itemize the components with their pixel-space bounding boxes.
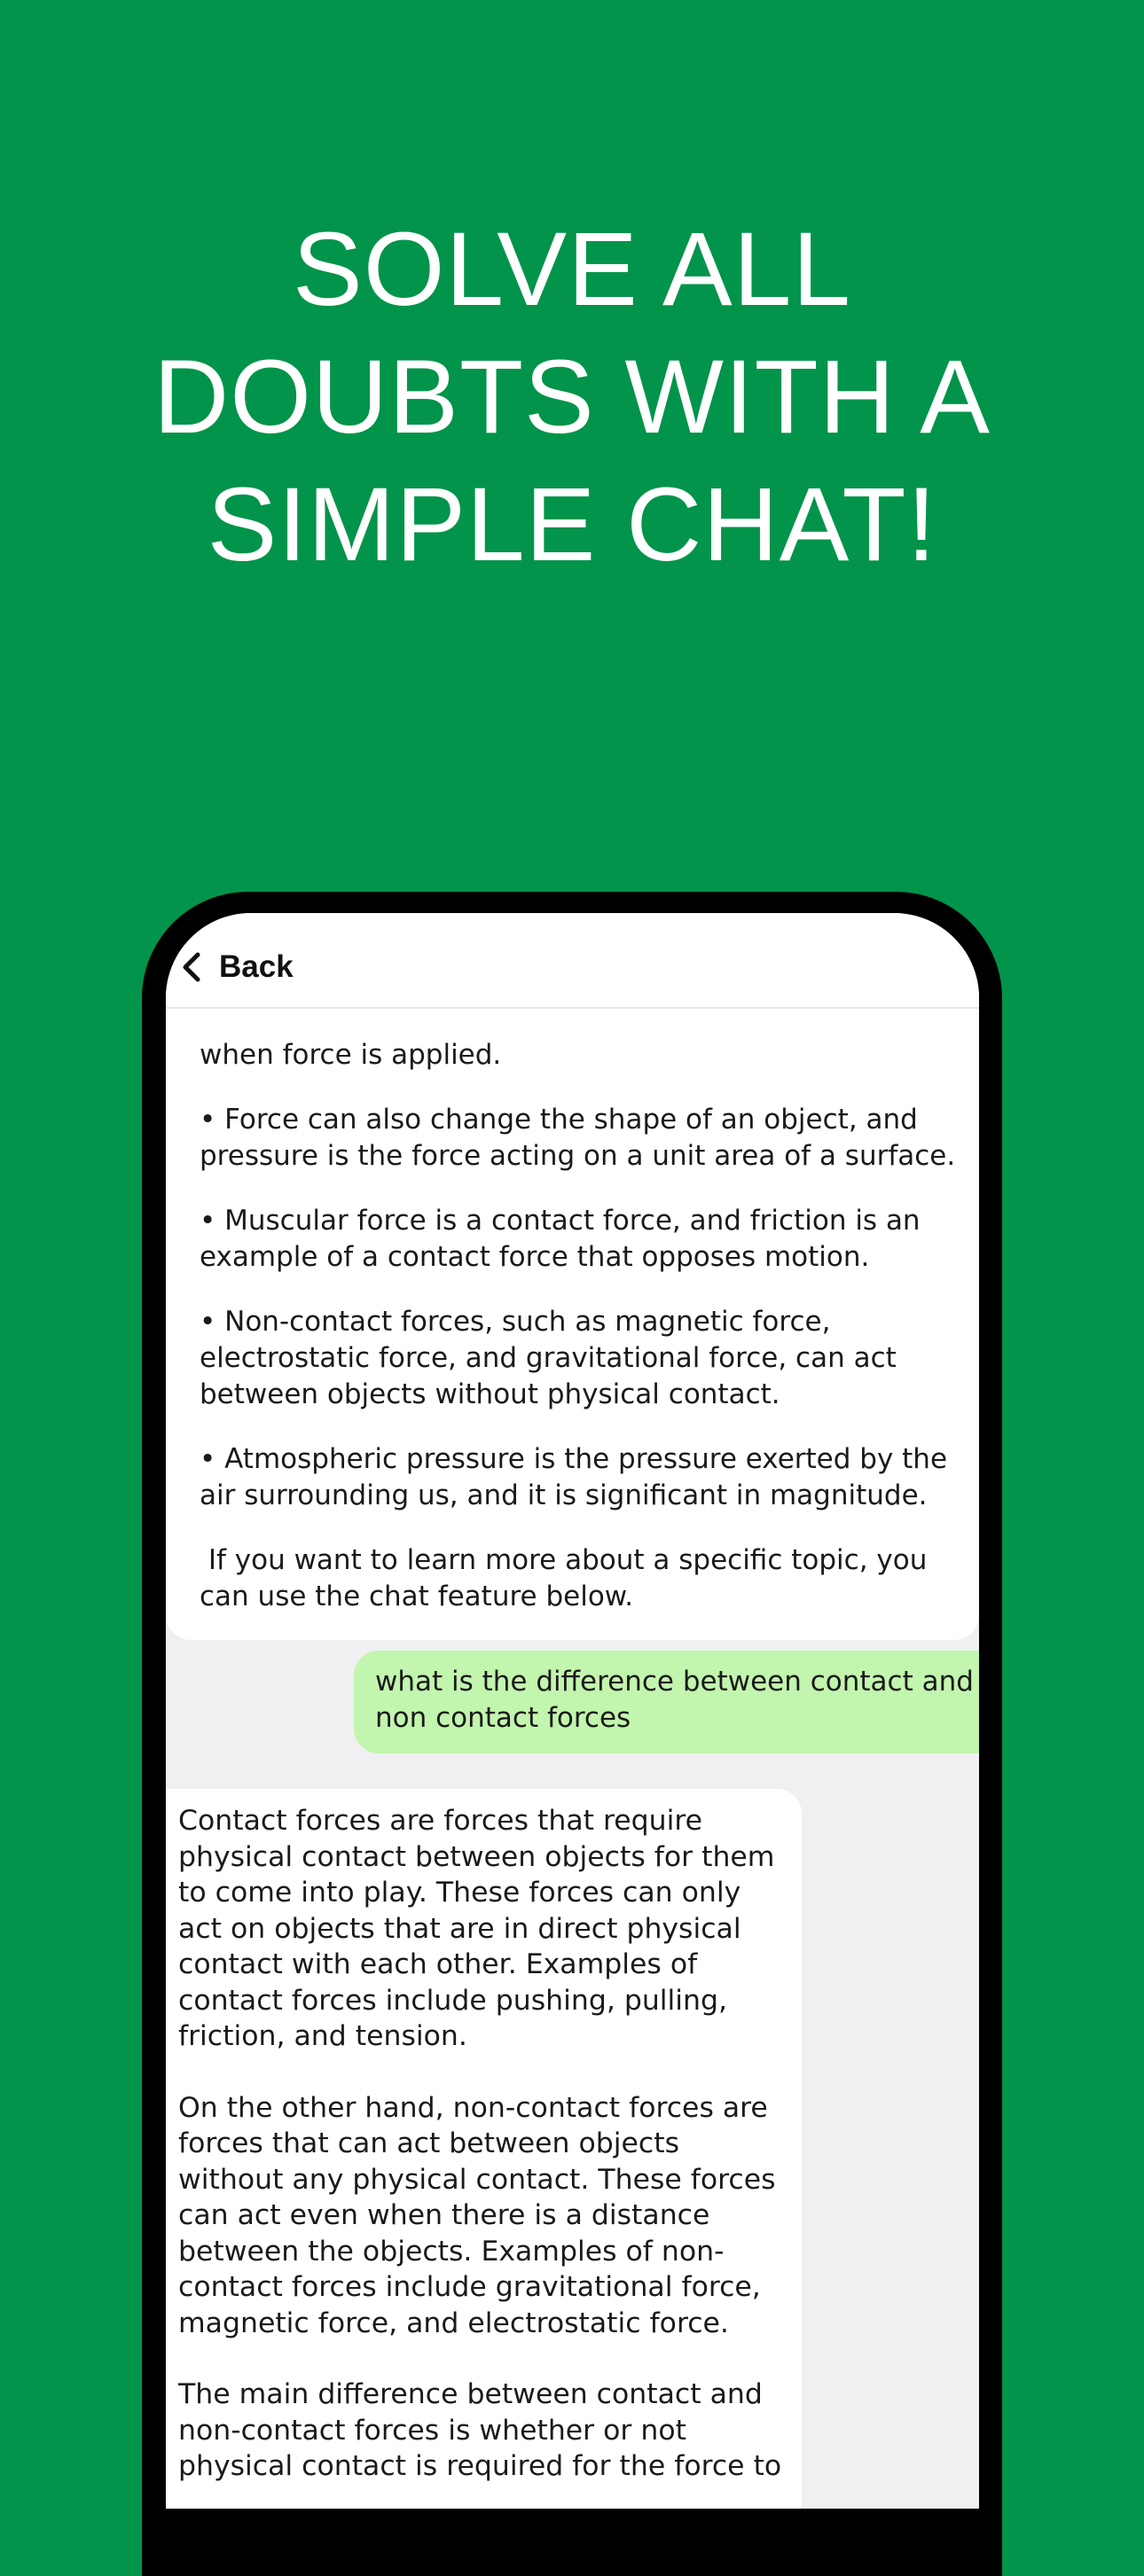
back-button[interactable] xyxy=(173,945,294,989)
bot-paragraph: The main difference between contact and non-contact forces is whether or not physical contact is required for the force to xyxy=(178,2378,782,2482)
bot-message-text xyxy=(200,1037,962,1643)
headline-line-2: DOUBTS WITH A xyxy=(153,339,991,456)
headline xyxy=(0,206,1144,589)
headline-line-3: SIMPLE CHAT! xyxy=(207,466,937,583)
bullet-item: • Force can also change the shape of an object, and pressure is the force acting on a unit area of a surface. xyxy=(200,1104,956,1172)
bullet-item: • Muscular force is a contact force, and friction is an example of a contact force that opposes motion. xyxy=(200,1205,921,1273)
bot-message-bubble xyxy=(166,945,979,1640)
chevron-left-icon xyxy=(173,948,212,987)
bullet-item: • Atmospheric pressure is the pressure exerted by the air surrounding us, and it is significant in magnitude. xyxy=(200,1443,948,1511)
bot-message-bubble xyxy=(166,1789,802,2509)
bullet-item: • Non-contact forces, such as magnetic force, electrostatic force, and gravitational force, can act between objects without physical contact. xyxy=(200,1306,897,1410)
bot-paragraph: Contact forces are forces that require physical contact between objects for them to come into play. These forces can only act on objects that are in direct physical contact with each other. Examples of contact forces include pushing, pulling, friction, and tension. xyxy=(178,1805,775,2052)
user-message-text: what is the difference between contact and non contact forces xyxy=(375,1666,974,1734)
message-line-cut: when force is applied. xyxy=(200,1039,502,1071)
back-label: Back xyxy=(219,949,294,984)
phone-screen xyxy=(166,913,979,2509)
user-message-bubble xyxy=(354,1651,979,1753)
navigation-bar xyxy=(166,913,979,1009)
headline-line-1: SOLVE ALL xyxy=(293,211,851,328)
chat-area[interactable] xyxy=(166,913,979,2509)
bot-message-text xyxy=(178,1803,790,2509)
closing-line: If you want to learn more about a specific topic, you can use the chat feature below. xyxy=(200,1544,936,1612)
bot-paragraph: On the other hand, non-contact forces are forces that can act between objects without any physical contact. These forces can act even when there is a distance between the objects. Examples of non-contact forces include gravitational force, magnetic force, and electrostatic force. xyxy=(178,2091,776,2339)
